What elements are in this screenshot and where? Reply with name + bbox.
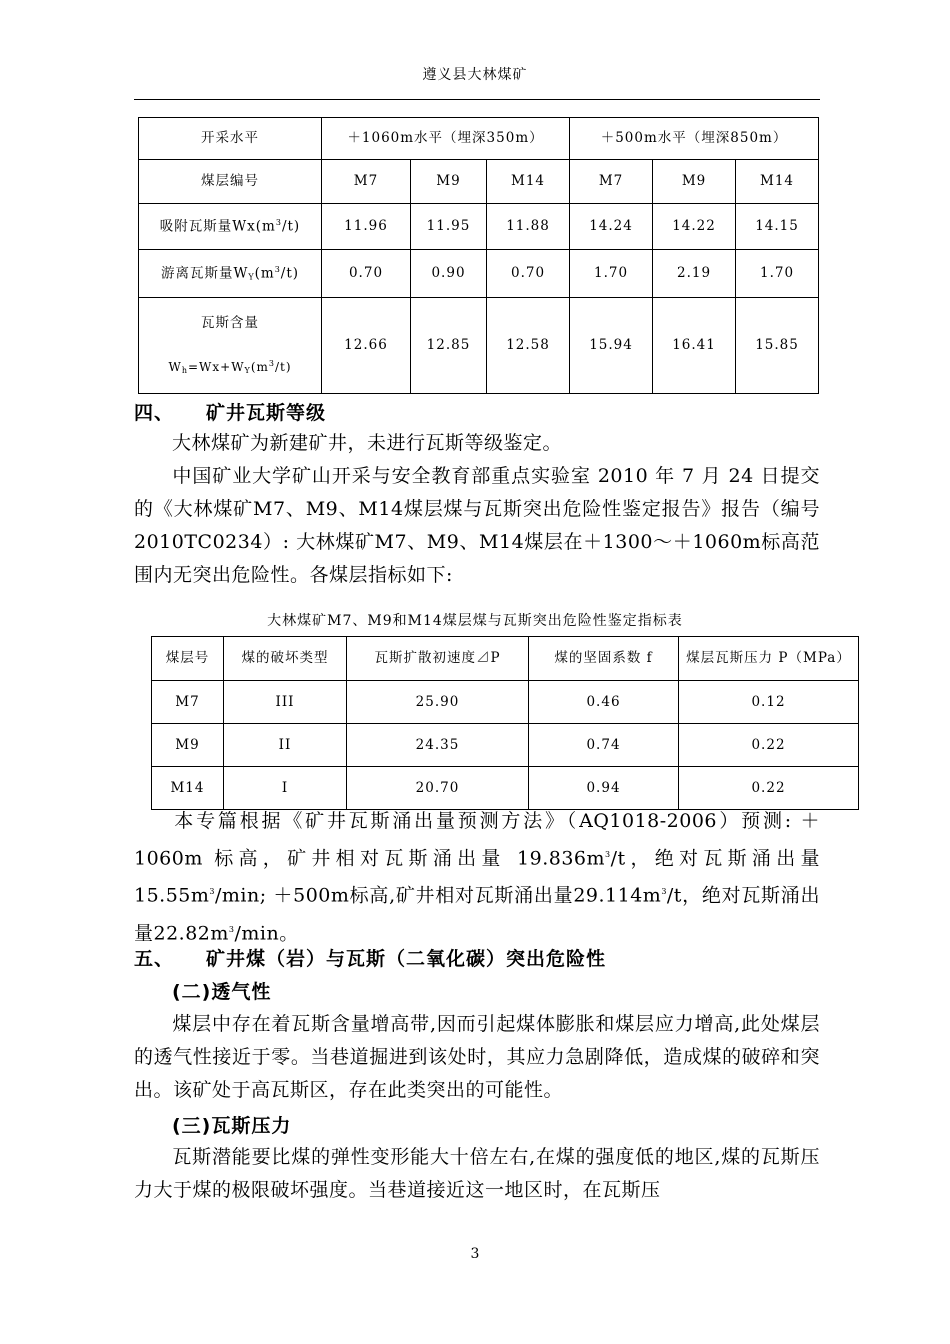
subsection-gas-pressure-heading: (三)瓦斯压力 — [172, 1115, 292, 1137]
table-cell: III — [224, 681, 347, 724]
table-cell: M9 — [152, 724, 224, 767]
table-cell: 14.24 — [570, 204, 653, 250]
table-cell: I — [224, 767, 347, 810]
table-cell: M7 — [152, 681, 224, 724]
table-cell: 11.88 — [487, 204, 570, 250]
table-row — [152, 767, 859, 810]
table-cell: M14 — [152, 767, 224, 810]
table-cell: 11.95 — [411, 204, 487, 250]
table-cell: 16.41 — [653, 298, 736, 394]
permeability-paragraph: 煤层中存在着瓦斯含量增高带,因而引起煤体膨胀和煤层应力增高,此处煤层的透气性接近于零。当巷道掘进到该处时，其应力急剧降低，造成煤的破碎和突出。该矿处于高瓦斯区，存在此类突出的可能性。 — [134, 1013, 820, 1101]
table-cell: 25.90 — [347, 681, 529, 724]
subsection-permeability-heading: (二)透气性 — [172, 981, 272, 1003]
table-header-cell: 瓦斯扩散初速度⊿P — [347, 637, 529, 681]
table-cell: M14 — [487, 160, 570, 204]
table-cell: 20.70 — [347, 767, 529, 810]
table-cell: 1.70 — [570, 250, 653, 298]
page-header: 遵义县大林煤矿 — [422, 67, 528, 83]
table-cell: 15.94 — [570, 298, 653, 394]
table-cell: 15.85 — [736, 298, 819, 394]
table-cell: 0.22 — [679, 724, 859, 767]
table-cell: M7 — [322, 160, 411, 204]
section-4-paragraph-2: 中国矿业大学矿山开采与安全教育部重点实验室 2010 年 7 月 24 日提交的《大林煤矿M7、M9、M14煤层煤与瓦斯突出危险性鉴定报告》报告（编号 2010TC0234）: 大林煤矿M7、M9、M14煤层在＋1300～＋1060m标高范围内无突出危险性。各煤层指标如下: — [134, 465, 820, 586]
section-4-heading: 四、 矿井瓦斯等级 — [134, 402, 327, 424]
table-cell: 14.22 — [653, 204, 736, 250]
table-caption: 大林煤矿M7、M9和M14煤层煤与瓦斯突出危险性鉴定指标表 — [267, 613, 683, 629]
header-rule — [134, 99, 820, 100]
table-cell: 0.46 — [529, 681, 679, 724]
gas-content-table — [138, 117, 819, 394]
outburst-index-table — [151, 636, 859, 810]
level-1060-header: ＋1060m水平（埋深350m） — [322, 118, 570, 160]
section-5-heading: 五、 矿井煤（岩）与瓦斯（二氧化碳）突出危险性 — [134, 948, 607, 970]
row-label-seam: 煤层编号 — [139, 160, 322, 204]
table-cell: 12.85 — [411, 298, 487, 394]
table-cell: M7 — [570, 160, 653, 204]
table-cell: 24.35 — [347, 724, 529, 767]
row-label-adsorbed: 吸附瓦斯量$Wx(m^3/t)$ — [139, 204, 322, 250]
table-cell: 0.94 — [529, 767, 679, 810]
table-cell: M9 — [653, 160, 736, 204]
table-cell: 12.58 — [487, 298, 570, 394]
table-cell: 0.12 — [679, 681, 859, 724]
table-cell: 1.70 — [736, 250, 819, 298]
table-cell: 12.66 — [322, 298, 411, 394]
page-number: 3 — [470, 1246, 480, 1262]
table-cell: 14.15 — [736, 204, 819, 250]
table-cell: 0.70 — [487, 250, 570, 298]
table-cell: M9 — [411, 160, 487, 204]
section-4-paragraph-3: 本专篇根据《矿井瓦斯涌出量预测方法》（AQ1018-2006）预测: ＋1060m 标高，矿井相对瓦斯涌出量 $19.836m^3/t$，绝对瓦斯涌出量 $15.55m^3/\min$; ＋500m标高,矿井相对瓦斯涌出量$29.114m^3/t$，绝对瓦斯涌出量$22.82m^3/\min$。 — [134, 810, 820, 944]
table-cell: 11.96 — [322, 204, 411, 250]
table-row — [152, 724, 859, 767]
table-cell: 0.70 — [322, 250, 411, 298]
table-header-cell: 煤的坚固系数 f — [529, 637, 679, 681]
row-label-gas-content: 瓦斯含量 $W_h=Wx+W_Y(m^3/t)$ — [139, 298, 322, 394]
table-cell: 0.74 — [529, 724, 679, 767]
table-cell: II — [224, 724, 347, 767]
section-4-paragraph-1: 大林煤矿为新建矿井，未进行瓦斯等级鉴定。 — [172, 432, 563, 454]
table-header-cell: 煤的破坏类型 — [224, 637, 347, 681]
gas-pressure-paragraph: 瓦斯潜能要比煤的弹性变形能大十倍左右,在煤的强度低的地区,煤的瓦斯压力大于煤的极限破坏强度。当巷道接近这一地区时，在瓦斯压 — [134, 1146, 820, 1201]
table-header-cell: 煤层瓦斯压力 P（MPa） — [679, 637, 859, 681]
row-label-free-gas: 游离瓦斯量$W_Y(m^3/t)$ — [139, 250, 322, 298]
table-cell: 0.90 — [411, 250, 487, 298]
level-500-header: ＋500m水平（埋深850m） — [570, 118, 819, 160]
table-cell: 2.19 — [653, 250, 736, 298]
table-cell: M14 — [736, 160, 819, 204]
table-header-cell: 煤层号 — [152, 637, 224, 681]
table-cell: 0.22 — [679, 767, 859, 810]
row-label-mining-level: 开采水平 — [139, 118, 322, 160]
table-row — [152, 681, 859, 724]
